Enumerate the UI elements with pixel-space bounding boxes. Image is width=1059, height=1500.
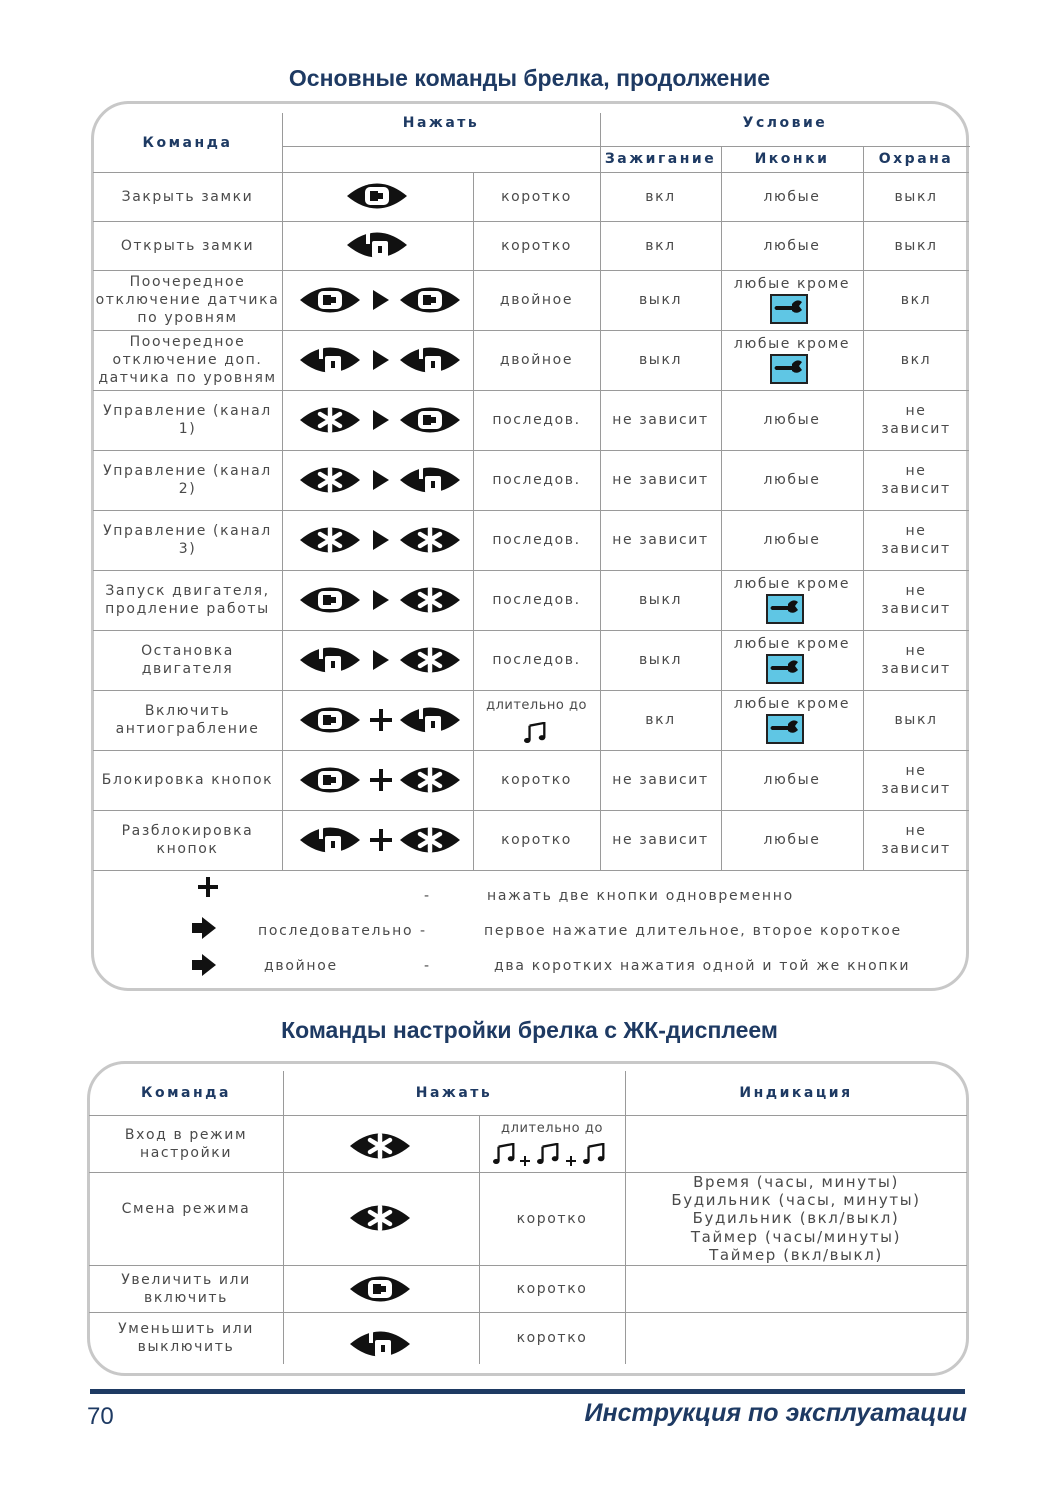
- command-cell: Управление (канал 2): [103, 463, 272, 497]
- page-number: 70: [87, 1403, 114, 1430]
- press-type-cell: последов.: [492, 412, 581, 428]
- command-cell: Остановка двигателя: [141, 643, 234, 677]
- command-cell: Поочередное отключение доп. датчика по уровням: [98, 334, 277, 386]
- plus-icon: [369, 768, 393, 792]
- legend-dash: -: [420, 923, 427, 939]
- unlock-icon: [298, 639, 362, 681]
- legend-description: первое нажатие длительное, второе короткое: [484, 923, 902, 939]
- command-cell: Поочередное отключение датчика по уровням: [95, 274, 280, 326]
- unlock-icon: [345, 224, 409, 266]
- lock-icon: [348, 1268, 412, 1310]
- star-icon: [348, 1125, 412, 1167]
- lock-icon: [298, 699, 362, 741]
- ignition-cell: выкл: [638, 592, 683, 608]
- icons-text: любые кроме: [733, 696, 851, 712]
- ignition-cell: не зависит: [612, 832, 709, 848]
- arrow-right-icon: [371, 469, 391, 491]
- wrench-icon: [766, 654, 804, 684]
- indication-cell: [625, 1172, 967, 1265]
- press-type-text: длительно до: [500, 1121, 603, 1136]
- guard-cell: не зависит: [881, 643, 951, 677]
- wrench-icon: [766, 594, 804, 624]
- icons-cell: любые: [763, 412, 821, 428]
- plus-icon: [520, 1156, 530, 1166]
- star-icon: [298, 519, 362, 561]
- ignition-cell: вкл: [645, 188, 676, 205]
- star-icon: [298, 399, 362, 441]
- star-icon: [398, 639, 462, 681]
- legend-term: двойное: [264, 958, 338, 974]
- icons-text: любые кроме: [733, 276, 851, 292]
- icons-cell: любые: [763, 832, 821, 848]
- command-cell: [89, 1172, 283, 1265]
- header-command: Команда: [142, 134, 233, 151]
- guard-cell: не зависит: [881, 583, 951, 617]
- wrench-icon: [766, 714, 804, 744]
- arrow-right-icon: [371, 529, 391, 551]
- unlock-icon: [298, 339, 362, 381]
- indication-line: Будильник (часы, минуты): [671, 1191, 921, 1210]
- header-indication: Индикация: [739, 1085, 853, 1101]
- legend-dash: -: [424, 958, 431, 974]
- command-cell: Увеличить или включить: [121, 1271, 251, 1306]
- lock-icon: [298, 759, 362, 801]
- press-type-cell: последов.: [492, 652, 581, 668]
- legend-term: последовательно: [258, 923, 414, 939]
- header-command: Команда: [141, 1085, 231, 1101]
- icons-text: любые кроме: [733, 336, 851, 352]
- lock-icon: [398, 399, 462, 441]
- guard-cell: вкл: [900, 292, 932, 308]
- ignition-cell: выкл: [638, 292, 683, 308]
- legend-dash: -: [424, 888, 431, 904]
- arrow-right-icon: [371, 409, 391, 431]
- guard-cell: выкл: [894, 712, 938, 728]
- indication-line: Будильник (вкл/выкл): [692, 1209, 900, 1228]
- press-type-cell: двойное: [499, 292, 574, 308]
- section-1-title: Основные команды брелка, продолжение: [288, 65, 771, 91]
- indication-line: Время (часы, минуты): [693, 1172, 899, 1191]
- arrow-right-icon: [191, 916, 217, 940]
- star-icon: [348, 1197, 412, 1239]
- music-note-icon: [524, 722, 548, 746]
- ignition-cell: не зависит: [612, 772, 709, 788]
- star-icon: [398, 579, 462, 621]
- lock-icon: [398, 279, 462, 321]
- header-icons: Иконки: [754, 151, 830, 167]
- unlock-icon: [298, 819, 362, 861]
- star-icon: [398, 759, 462, 801]
- press-type-cell: коротко: [516, 1330, 588, 1346]
- press-type-cell: коротко: [516, 1280, 588, 1297]
- unlock-icon: [398, 339, 462, 381]
- press-type-cell: коротко: [501, 188, 572, 205]
- command-cell: Уменьшить или выключить: [118, 1321, 254, 1355]
- guard-cell: вкл: [900, 352, 932, 368]
- guard-cell: не зависит: [881, 403, 951, 437]
- press-type-cell: последов.: [492, 592, 581, 608]
- header-press: Нажать: [415, 1085, 493, 1101]
- star-icon: [398, 519, 462, 561]
- arrow-right-icon: [371, 589, 391, 611]
- ignition-cell: выкл: [638, 352, 683, 368]
- icons-cell: любые: [763, 472, 821, 488]
- command-cell: Вход в режим настройки: [124, 1126, 248, 1161]
- press-type-cell: коротко: [501, 237, 572, 254]
- icons-text: любые кроме: [733, 576, 851, 592]
- press-type-cell: двойное: [499, 352, 574, 368]
- ignition-cell: не зависит: [612, 532, 709, 548]
- header-condition: Условие: [742, 115, 828, 131]
- command-cell: Закрыть замки: [121, 188, 254, 205]
- plus-icon: [369, 828, 393, 852]
- icons-cell: любые: [763, 772, 821, 788]
- press-type-text: длительно до: [486, 698, 587, 713]
- icons-text: любые кроме: [733, 636, 851, 652]
- plus-icon: [197, 876, 219, 898]
- header-guard: Охрана: [878, 151, 954, 167]
- unlock-icon: [398, 459, 462, 501]
- arrow-right-icon: [191, 953, 217, 977]
- music-note-icon: [493, 1143, 517, 1167]
- guard-cell: не зависит: [881, 763, 951, 797]
- ignition-cell: вкл: [645, 712, 676, 728]
- music-note-icon: [583, 1143, 607, 1167]
- command-cell: Управление (канал 1): [103, 403, 272, 437]
- wrench-icon: [770, 354, 808, 384]
- command-cell: Открыть замки: [120, 237, 255, 254]
- icons-cell: любые: [763, 532, 821, 548]
- command-cell: Разблокировка кнопок: [121, 823, 254, 857]
- icons-cell: любые: [763, 237, 821, 254]
- grid-line: [282, 113, 283, 870]
- plus-icon: [566, 1156, 576, 1166]
- footer-rule: [90, 1389, 965, 1394]
- indication-line: Таймер (вкл/выкл): [709, 1245, 883, 1264]
- guard-cell: не зависит: [881, 823, 951, 857]
- music-note-icon: [537, 1143, 561, 1167]
- press-type-cell: коротко: [501, 772, 572, 788]
- document-title: Инструкция по эксплуатации: [584, 1399, 967, 1427]
- ignition-cell: вкл: [645, 237, 676, 254]
- press-type-cell: коротко: [501, 832, 572, 848]
- star-icon: [398, 819, 462, 861]
- legend-description: два коротких нажатия одной и той же кнопки: [494, 958, 911, 974]
- arrow-right-icon: [371, 349, 391, 371]
- guard-cell: выкл: [894, 188, 938, 205]
- ignition-cell: не зависит: [612, 412, 709, 428]
- unlock-icon: [348, 1323, 412, 1365]
- unlock-icon: [398, 699, 462, 741]
- header-press: Нажать: [402, 115, 480, 131]
- lock-icon: [298, 579, 362, 621]
- command-cell: Блокировка кнопок: [101, 772, 274, 788]
- command-text: Смена режима: [121, 1201, 251, 1217]
- guard-cell: не зависит: [881, 523, 951, 557]
- command-cell: Включить антиограбление: [115, 703, 260, 737]
- command-cell: Запуск двигателя, продление работы: [105, 583, 270, 617]
- section-2-title: Команды настройки брелка с ЖК-дисплеем: [281, 1017, 778, 1043]
- indication-line: Таймер (часы/минуты): [690, 1227, 902, 1246]
- guard-cell: не зависит: [881, 463, 951, 497]
- lock-icon: [345, 175, 409, 217]
- ignition-cell: выкл: [638, 652, 683, 668]
- lock-icon: [298, 279, 362, 321]
- plus-icon: [369, 708, 393, 732]
- guard-cell: выкл: [894, 237, 938, 254]
- arrow-right-icon: [371, 649, 391, 671]
- grid-line: [93, 870, 969, 871]
- star-icon: [298, 459, 362, 501]
- header-ignition: Зажигание: [604, 151, 717, 167]
- press-type-cell: последов.: [492, 532, 581, 548]
- legend-description: нажать две кнопки одновременно: [487, 888, 794, 904]
- command-cell: Управление (канал 3): [103, 523, 272, 557]
- icons-cell: любые: [763, 188, 821, 205]
- press-type-cell: последов.: [492, 472, 581, 488]
- arrow-right-icon: [371, 289, 391, 311]
- wrench-icon: [770, 294, 808, 324]
- press-type-cell: коротко: [516, 1210, 588, 1227]
- ignition-cell: не зависит: [612, 472, 709, 488]
